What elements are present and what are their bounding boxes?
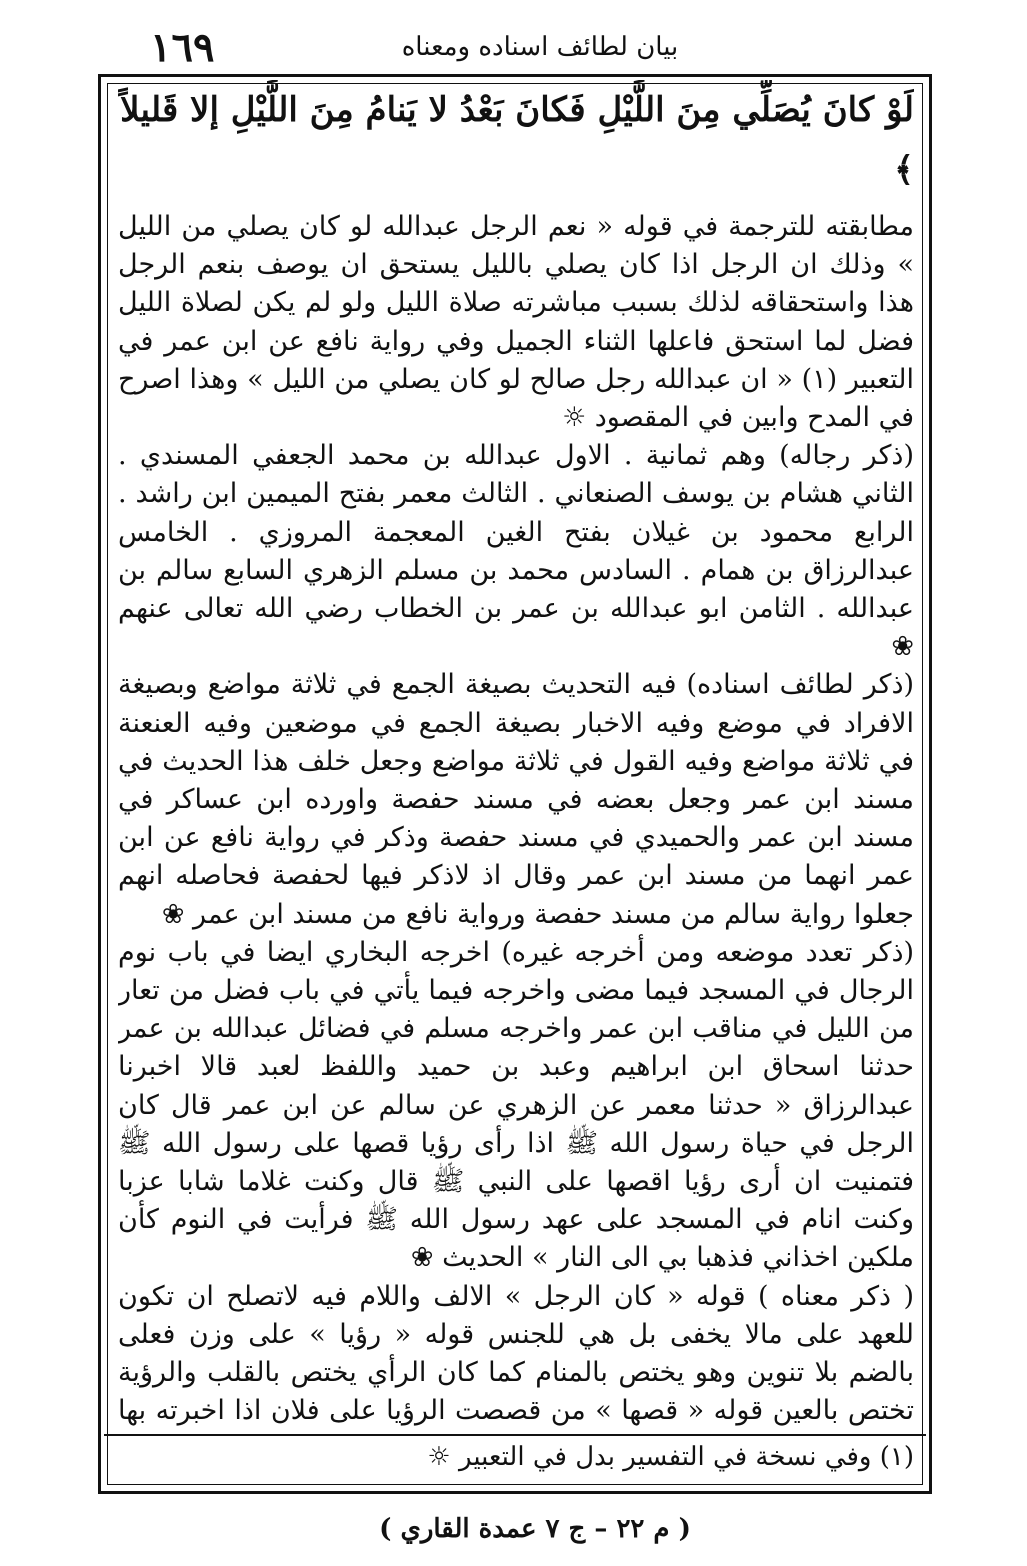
paragraph-isnad: (ذكر لطائف اسناده) فيه التحديث بصيغة الجمع في ثلاثة مواضع وبصيغة الافراد في موضع وفيه الاخبار بصيغة الجمع في موضعين وفيه العنعنة في ثلاثة مواضع وفيه القول في ثلاثة مواضع وجعل خلف هذا الحديث في مسند ابن عمر وجعل بعضه في مسند حفصة واورده ابن عساكر في مسند ابن عمر والحميدي في مسند حفصة وذكر في رواية نافع عن ابن عمر انهما من مسند ابن عمر وقال اذ لاذكر فيها لحفصة فحاصله انهم جعلوا رواية سالم من مسند حفصة ورواية نافع من مسند ابن عمر ❀	[118, 669, 914, 930]
main-text	[118, 80, 914, 1428]
paragraph-sources: (ذكر تعدد موضعه ومن أخرجه غيره) اخرجه البخاري ايضا في باب نوم الرجال في المسجد فيما مضى واخرجه فيما يأتي في باب فضل من تعار من الليل في مناقب ابن عمر واخرجه مسلم في فضائل عبدالله بن عمر حدثنا اسحاق ابن ابراهيم وعبد بن حميد واللفظ لعبد قالا اخبرنا عبدالرزاق « حدثنا معمر عن الزهري عن سالم عن ابن عمر قال كان الرجل في حياة رسول الله ﷺ اذا رأى رؤيا قصها على رسول الله ﷺ فتمنيت ان أرى رؤيا اقصها على النبي ﷺ قال وكنت غلاما شابا عزبا وكنت انام في المسجد على عهد رسول الله ﷺ فرأيت في النوم كأن ملكين اخذاني فذهبا بي الى النار » الحديث ❀	[118, 936, 914, 1274]
paragraph-correspondence: مطابقته للترجمة في قوله « نعم الرجل عبدالله لو كان يصلي من الليل » وذلك ان الرجل اذا كان يصلي بالليل يستحق ان يوصف بنعم الرجل هذا واستحقاقه لذلك بسبب مباشرته صلاة الليل ولو لم يكن لصلاة الليل فضل لما استحق فاعلها الثناء الجميل وفي رواية نافع عن ابن عمر في التعبير (١) « ان عبدالله رجل صالح لو كان يصلي من الليل » وهذا اصرح في المدح وابين في المقصود ☼	[118, 211, 914, 434]
paragraph-narrators: (ذكر رجاله) وهم ثمانية . الاول عبدالله بن محمد الجعفي المسندي . الثاني هشام بن يوسف الصنعاني . الثالث معمر بفتح الميمين ابن راشد . الرابع محمود بن غيلان بفتح الغين المعجمة المروزي . الخامس عبدالرزاق بن همام . السادس محمد بن مسلم الزهري السابع سالم بن عبدالله . الثامن ابو عبدالله بن عمر بن الخطاب رضي الله تعالى عنهم ❀	[118, 440, 914, 663]
page-number: ١٦٩	[150, 24, 215, 71]
footnote: (١) وفي نسخة في التفسير بدل في التعبير ☼	[427, 1442, 914, 1472]
paragraph-meaning: ( ذكر معناه ) قوله « كان الرجل » الالف واللام فيه لاتصلح ان تكون للعهد على مالا يخفى بل هي للجنس قوله « رؤيا » على وزن فعلى بالضم بلا تنوين وهو يختص بالمنام كما كان الرأي يختص بالقلب والرؤية تختص بالعين قوله « قصها » من قصصت الرؤيا على فلان اذا اخبرته بها	[118, 1280, 914, 1427]
running-header: بيان لطائف اسناده ومعناه	[401, 32, 679, 62]
footnote-divider	[104, 1434, 926, 1436]
hadith-quote: لَوْ كانَ يُصَلِّي مِنَ اللَّيْلِ فَكانَ بَعْدُ لا يَنامُ مِنَ اللَّيْلِ إلا قَليلاً ﴾	[120, 90, 914, 190]
signature-mark: ( م ٢٢ – ج ٧ عمدة القاري )	[379, 1514, 691, 1544]
